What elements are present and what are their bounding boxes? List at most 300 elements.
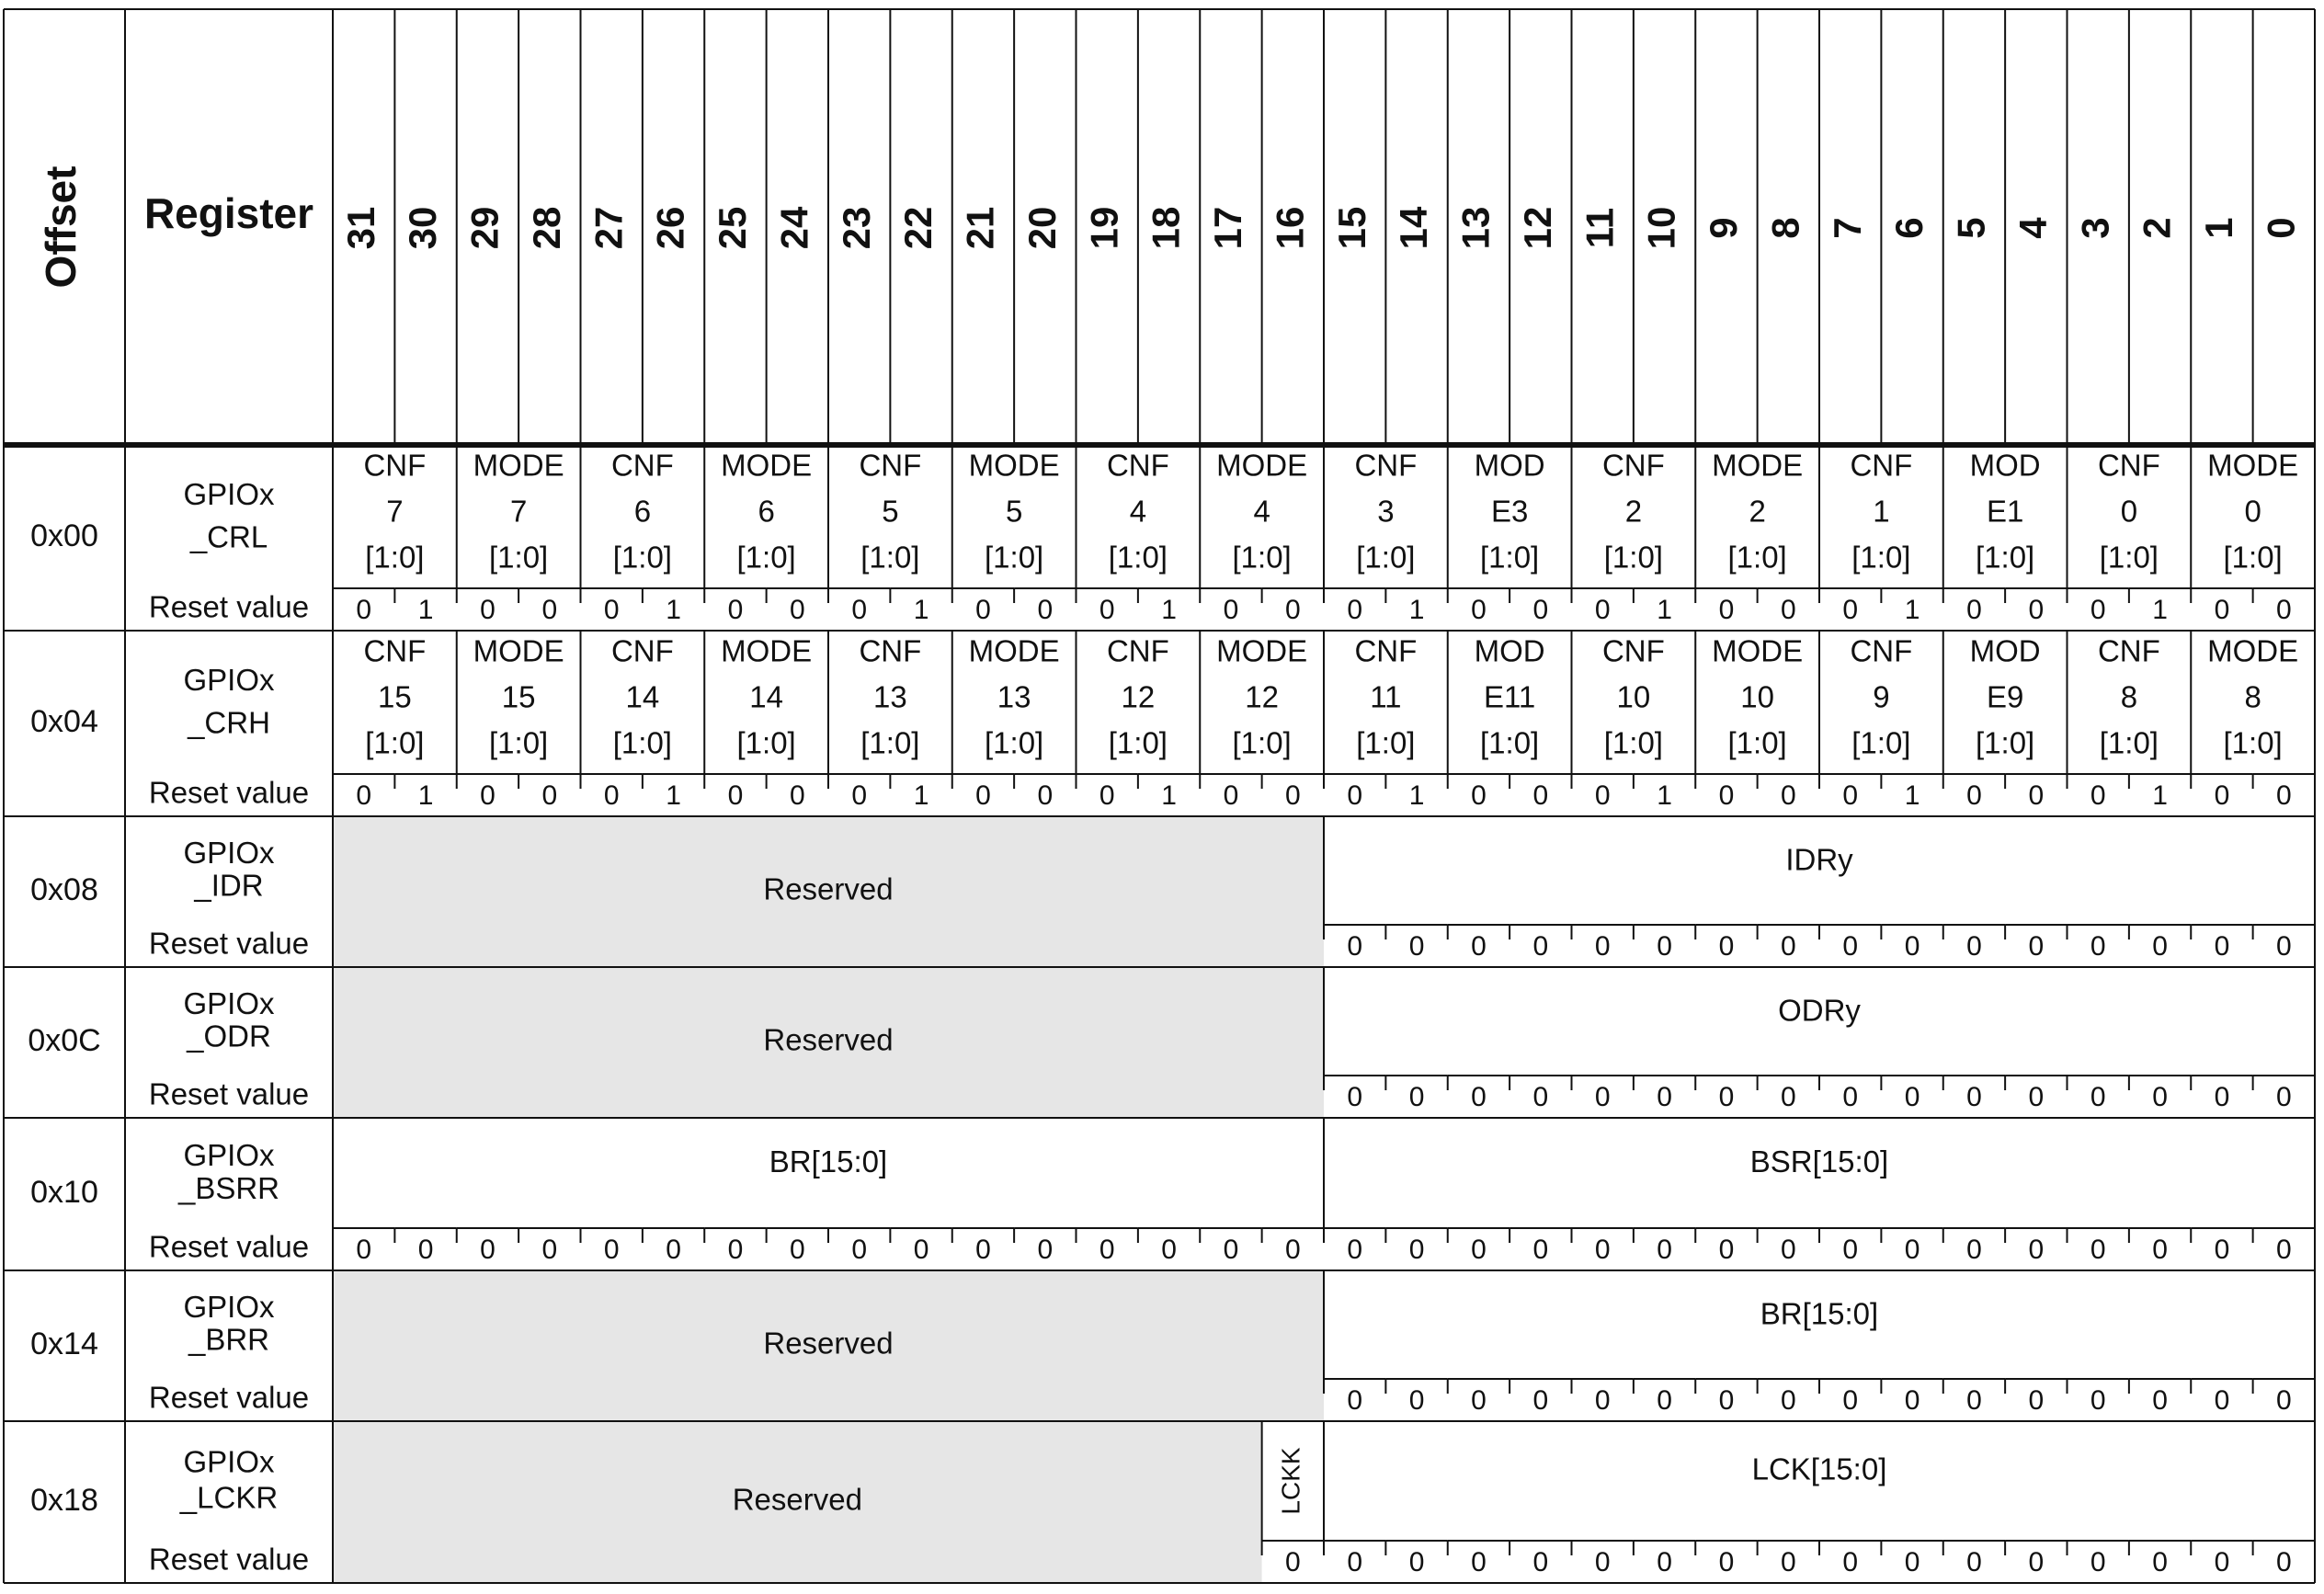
bit-number-30: 30 [401, 206, 445, 250]
bit-number-22: 22 [896, 206, 940, 250]
reset-bit: 0 [1718, 1081, 1735, 1112]
field-label: [1:0] [1976, 725, 2035, 760]
field-label: [1:0] [612, 540, 672, 575]
reset-bit: 0 [1037, 594, 1054, 625]
reset-bit: 0 [1471, 780, 1487, 811]
reset-bit: 0 [1594, 594, 1611, 625]
reset-bit: 0 [1284, 780, 1301, 811]
field-label: [1:0] [1108, 540, 1168, 575]
field-label: LCK[15:0] [1751, 1452, 1887, 1486]
register-name: _ODR [187, 1019, 271, 1053]
reset-bit: 0 [1408, 1234, 1425, 1265]
reset-bit: 0 [975, 1234, 991, 1265]
reset-bit: 0 [1532, 930, 1549, 962]
field-label: CNF [1850, 633, 1913, 668]
register-name: _CRL [189, 519, 268, 554]
reset-bit: 0 [1842, 1081, 1859, 1112]
reset-bit: 0 [2152, 930, 2168, 962]
reset-bit: 0 [603, 1234, 620, 1265]
reset-value-label: Reset value [148, 1542, 310, 1577]
field-label: [1:0] [489, 540, 549, 575]
field-label: CNF [1354, 448, 1418, 483]
field-label: [1:0] [1480, 540, 1540, 575]
field-label: 2 [1624, 494, 1643, 529]
field-label: MODE [968, 448, 1060, 483]
field-label: MODE [721, 448, 813, 483]
reset-bit: 0 [1904, 1081, 1920, 1112]
bit-number-28: 28 [524, 206, 568, 250]
offset-value: 0x08 [30, 871, 98, 907]
bit-number-12: 12 [1515, 206, 1559, 250]
reset-bit: 0 [1904, 1234, 1920, 1265]
reset-bit: 0 [541, 594, 558, 625]
reset-bit: 0 [1904, 1546, 1920, 1577]
reset-bit: 0 [1099, 594, 1115, 625]
reset-bit: 0 [1347, 1546, 1363, 1577]
reset-bit: 0 [480, 594, 496, 625]
field-label: 3 [1377, 494, 1395, 529]
reset-bit: 0 [1657, 1384, 1672, 1416]
field-label: CNF [859, 633, 922, 668]
field-label: 11 [1370, 679, 1402, 714]
field-label: E11 [1483, 679, 1536, 714]
reset-bit: 0 [2275, 1234, 2292, 1265]
field-label: CNF [610, 633, 674, 668]
field-label: [1:0] [2099, 725, 2159, 760]
field-label: [1:0] [1603, 725, 1663, 760]
field-label: CNF [2097, 448, 2160, 483]
reset-bit: 0 [1408, 1384, 1425, 1416]
bit-number-15: 15 [1329, 206, 1373, 250]
reset-bit: 0 [1471, 1234, 1487, 1265]
field-label: CNF [859, 448, 922, 483]
reset-bit: 1 [666, 594, 681, 625]
reset-bit: 1 [913, 594, 929, 625]
reset-bit: 0 [2028, 594, 2045, 625]
field-label: [1:0] [612, 725, 672, 760]
reset-bit: 0 [1966, 930, 1982, 962]
reset-bit: 0 [1594, 930, 1611, 962]
field-label: MOD [1969, 633, 2041, 668]
reset-bit: 0 [1718, 780, 1735, 811]
field-label: [1:0] [1356, 725, 1416, 760]
reset-bit: 0 [1594, 780, 1611, 811]
field-label: MODE [473, 448, 564, 483]
field-label: MODE [1216, 448, 1308, 483]
reset-bit: 0 [1966, 594, 1982, 625]
reset-bit: 0 [2090, 1546, 2106, 1577]
field-label: MODE [2207, 633, 2299, 668]
reset-bit: 0 [2214, 780, 2230, 811]
field-label: CNF [363, 633, 427, 668]
offset-value: 0x00 [30, 518, 98, 553]
bit-number-19: 19 [1082, 206, 1126, 250]
reset-bit: 0 [2275, 594, 2292, 625]
bit-number-1: 1 [2197, 217, 2241, 239]
reset-bit: 0 [851, 780, 868, 811]
reset-bit: 0 [1780, 1081, 1796, 1112]
reset-bit: 0 [2152, 1384, 2168, 1416]
reset-bit: 0 [480, 780, 496, 811]
offset-value: 0x18 [30, 1482, 98, 1518]
reset-bit: 0 [1904, 930, 1920, 962]
field-label: BR[15:0] [1760, 1296, 1879, 1331]
field-label: 0 [2120, 494, 2138, 529]
field-label: [1:0] [489, 725, 549, 760]
reset-bit: 0 [417, 1234, 434, 1265]
field-label: E9 [1986, 679, 2024, 714]
reset-bit: 0 [1718, 1384, 1735, 1416]
reset-bit: 0 [1780, 780, 1796, 811]
register-name: _BSRR [177, 1170, 280, 1205]
reset-bit: 0 [480, 1234, 496, 1265]
reset-bit: 0 [2090, 1234, 2106, 1265]
field-label: CNF [363, 448, 427, 483]
reset-bit: 0 [2028, 1081, 2045, 1112]
reset-bit: 0 [2214, 930, 2230, 962]
reset-bit: 0 [603, 780, 620, 811]
reset-bit: 1 [1904, 780, 1920, 811]
reset-bit: 0 [1594, 1546, 1611, 1577]
field-label: [1:0] [365, 540, 425, 575]
reset-value-label: Reset value [148, 775, 310, 810]
reserved-label: Reserved [763, 1022, 894, 1057]
field-label: [1:0] [1976, 540, 2035, 575]
reset-bit: 1 [1657, 780, 1672, 811]
reset-bit: 0 [1966, 1234, 1982, 1265]
reset-bit: 0 [1657, 930, 1672, 962]
reset-bit: 0 [1966, 1081, 1982, 1112]
reset-bit: 0 [1842, 1546, 1859, 1577]
bit-number-7: 7 [1825, 217, 1869, 239]
bit-number-25: 25 [711, 206, 755, 250]
reset-bit: 0 [1966, 1546, 1982, 1577]
field-label: 14 [749, 679, 783, 714]
reset-bit: 0 [1408, 1081, 1425, 1112]
reset-bit: 0 [1842, 1234, 1859, 1265]
register-name: _CRH [188, 705, 270, 740]
reset-bit: 0 [1532, 1234, 1549, 1265]
reset-bit: 0 [1408, 930, 1425, 962]
reset-bit: 0 [913, 1234, 929, 1265]
field-label: MODE [1712, 633, 1804, 668]
reset-bit: 1 [1161, 780, 1177, 811]
field-label: MODE [968, 633, 1060, 668]
reset-bit: 0 [1037, 1234, 1054, 1265]
field-label: [1:0] [985, 725, 1044, 760]
reset-bit: 0 [1532, 780, 1549, 811]
field-label: E3 [1490, 494, 1529, 529]
field-label: 1 [1873, 494, 1890, 529]
field-label: [1:0] [860, 725, 920, 760]
field-label: CNF [610, 448, 674, 483]
field-label: CNF [1601, 448, 1665, 483]
field-label: 6 [633, 494, 652, 529]
bit-number-11: 11 [1578, 207, 1622, 249]
field-label: 13 [997, 679, 1031, 714]
reset-bit: 1 [1408, 594, 1425, 625]
reset-bit: 0 [1532, 1546, 1549, 1577]
reset-bit: 0 [1842, 1384, 1859, 1416]
reset-bit: 0 [541, 780, 558, 811]
field-label: [1:0] [736, 725, 796, 760]
field-label: 2 [1749, 494, 1766, 529]
field-label: IDRy [1785, 842, 1853, 877]
reset-bit: 1 [1657, 594, 1672, 625]
reset-bit: 0 [1223, 594, 1239, 625]
reset-bit: 0 [2028, 1546, 2045, 1577]
bit-number-29: 29 [462, 206, 507, 250]
bit-number-4: 4 [2011, 217, 2055, 239]
reset-bit: 1 [1904, 594, 1920, 625]
field-label: BR[15:0] [769, 1144, 888, 1179]
field-label: 10 [1616, 679, 1651, 714]
reset-bit: 1 [2152, 780, 2168, 811]
reset-bit: 0 [541, 1234, 558, 1265]
reset-bit: 0 [1471, 1546, 1487, 1577]
field-label: [1:0] [1851, 540, 1911, 575]
field-label: [1:0] [1232, 725, 1292, 760]
bit-number-18: 18 [1144, 206, 1188, 250]
reset-bit: 0 [1718, 930, 1735, 962]
reset-bit: 1 [666, 780, 681, 811]
field-label: LCKK [1276, 1447, 1305, 1515]
offset-value: 0x04 [30, 703, 98, 739]
reset-bit: 0 [851, 1234, 868, 1265]
reset-bit: 0 [975, 594, 991, 625]
reset-bit: 0 [2152, 1081, 2168, 1112]
reset-bit: 0 [1532, 594, 1549, 625]
reset-bit: 0 [1780, 594, 1796, 625]
reset-bit: 0 [789, 1234, 805, 1265]
bit-number-24: 24 [772, 206, 816, 250]
bit-number-5: 5 [1949, 217, 1993, 239]
field-label: [1:0] [1108, 725, 1168, 760]
register-name: _LCKR [179, 1480, 279, 1515]
field-label: CNF [1601, 633, 1665, 668]
register-name: _BRR [188, 1322, 270, 1357]
offset-header: Offset [37, 165, 85, 289]
field-label: MODE [1216, 633, 1308, 668]
reset-bit: 0 [1842, 930, 1859, 962]
reset-bit: 0 [1471, 1384, 1487, 1416]
reset-bit: 0 [1347, 594, 1363, 625]
bit-number-9: 9 [1702, 217, 1746, 239]
reset-bit: 0 [2214, 1081, 2230, 1112]
reset-bit: 0 [1037, 780, 1054, 811]
field-label: CNF [1106, 633, 1169, 668]
field-label: [1:0] [1356, 540, 1416, 575]
reset-bit: 0 [727, 780, 744, 811]
reset-bit: 0 [851, 594, 868, 625]
reset-bit: 0 [1223, 780, 1239, 811]
reset-bit: 0 [2214, 1384, 2230, 1416]
register-name: GPIOx [183, 662, 275, 697]
reset-bit: 0 [1842, 594, 1859, 625]
bit-number-17: 17 [1206, 206, 1250, 250]
field-label: CNF [2097, 633, 2160, 668]
reset-bit: 0 [1099, 780, 1115, 811]
field-label: CNF [1354, 633, 1418, 668]
field-label: 4 [1253, 494, 1270, 529]
reserved-label: Reserved [763, 1326, 894, 1361]
reset-bit: 0 [1099, 1234, 1115, 1265]
reset-bit: 0 [2090, 1384, 2106, 1416]
bit-number-16: 16 [1268, 206, 1312, 250]
bit-number-23: 23 [834, 206, 878, 250]
field-label: CNF [1850, 448, 1913, 483]
reset-bit: 0 [1594, 1081, 1611, 1112]
reset-bit: 0 [1657, 1081, 1672, 1112]
reset-bit: 0 [356, 594, 372, 625]
field-label: 4 [1129, 494, 1147, 529]
field-label: 9 [1873, 679, 1890, 714]
bit-number-6: 6 [1887, 217, 1931, 239]
field-label: [1:0] [2223, 725, 2283, 760]
register-name: GPIOx [183, 1290, 275, 1325]
field-label: 0 [2244, 494, 2261, 529]
reset-bit: 0 [1223, 1234, 1239, 1265]
reset-bit: 0 [1904, 1384, 1920, 1416]
reset-bit: 0 [1966, 1384, 1982, 1416]
offset-value: 0x10 [30, 1174, 98, 1210]
reset-bit: 0 [1966, 780, 1982, 811]
reset-bit: 0 [1594, 1234, 1611, 1265]
field-label: MOD [1474, 633, 1545, 668]
reset-value-label: Reset value [148, 1229, 310, 1264]
register-name: GPIOx [183, 1137, 275, 1172]
reset-bit: 0 [1657, 1234, 1672, 1265]
reset-bit: 0 [2275, 930, 2292, 962]
reset-bit: 0 [2275, 1546, 2292, 1577]
register-name: GPIOx [183, 476, 275, 511]
reset-bit: 0 [1842, 780, 1859, 811]
reset-bit: 0 [2028, 930, 2045, 962]
reset-bit: 0 [1471, 930, 1487, 962]
reset-bit: 0 [1594, 1384, 1611, 1416]
reset-bit: 0 [1657, 1546, 1672, 1577]
reset-bit: 1 [417, 594, 434, 625]
reset-bit: 0 [975, 780, 991, 811]
reset-bit: 1 [1408, 780, 1425, 811]
reset-bit: 0 [356, 780, 372, 811]
field-label: MODE [1712, 448, 1804, 483]
field-label: MOD [1969, 448, 2041, 483]
reset-bit: 0 [1347, 780, 1363, 811]
register-name: GPIOx [183, 836, 275, 871]
field-label: 12 [1121, 679, 1156, 714]
reset-bit: 0 [1347, 1081, 1363, 1112]
reset-bit: 0 [1284, 594, 1301, 625]
bit-number-0: 0 [2259, 217, 2303, 239]
reset-bit: 0 [2214, 594, 2230, 625]
field-label: 8 [2244, 679, 2261, 714]
reset-bit: 0 [727, 1234, 744, 1265]
reset-bit: 0 [1532, 1384, 1549, 1416]
bit-number-20: 20 [1020, 206, 1064, 250]
bit-number-14: 14 [1392, 206, 1436, 250]
field-label: 7 [509, 494, 528, 529]
reset-bit: 0 [1408, 1546, 1425, 1577]
field-label: MODE [473, 633, 564, 668]
reset-bit: 0 [1471, 594, 1487, 625]
bit-number-26: 26 [648, 206, 692, 250]
reset-bit: 1 [913, 780, 929, 811]
reset-bit: 0 [2090, 1081, 2106, 1112]
register-name: GPIOx [183, 986, 275, 1021]
field-label: MODE [2207, 448, 2299, 483]
bit-number-2: 2 [2135, 217, 2179, 239]
offset-value: 0x14 [30, 1326, 98, 1361]
field-label: 13 [873, 679, 907, 714]
reset-value-label: Reset value [148, 589, 310, 624]
reset-bit: 0 [2028, 780, 2045, 811]
bit-number-27: 27 [587, 206, 631, 250]
bit-number-10: 10 [1639, 206, 1683, 250]
bit-number-21: 21 [958, 206, 1002, 250]
reset-bit: 0 [356, 1234, 372, 1265]
bit-number-31: 31 [338, 206, 382, 250]
reset-bit: 0 [1718, 594, 1735, 625]
reset-value-label: Reset value [148, 1380, 310, 1415]
reset-value-label: Reset value [148, 926, 310, 961]
field-label: [1:0] [1603, 540, 1663, 575]
reset-bit: 0 [2214, 1546, 2230, 1577]
field-label: ODRy [1778, 993, 1861, 1028]
reset-bit: 1 [1161, 594, 1177, 625]
reset-bit: 0 [1347, 1234, 1363, 1265]
reset-bit: 0 [2152, 1546, 2168, 1577]
field-label: MOD [1474, 448, 1545, 483]
field-label: 6 [758, 494, 775, 529]
reset-value-label: Reset value [148, 1076, 310, 1111]
reset-bit: 0 [1161, 1234, 1177, 1265]
field-label: [1:0] [860, 540, 920, 575]
reset-bit: 0 [1471, 1081, 1487, 1112]
register-name: _IDR [194, 868, 264, 903]
field-label: 5 [882, 494, 899, 529]
reset-bit: 0 [2275, 780, 2292, 811]
reserved-label: Reserved [763, 871, 894, 906]
bit-number-13: 13 [1453, 206, 1498, 250]
reset-bit: 0 [666, 1234, 681, 1265]
register-header: Register [143, 189, 314, 238]
field-label: [1:0] [1851, 725, 1911, 760]
reserved-label: Reserved [732, 1482, 862, 1517]
field-label: CNF [1106, 448, 1169, 483]
reset-bit: 0 [2028, 1234, 2045, 1265]
field-label: 5 [1005, 494, 1023, 529]
reset-bit: 0 [2028, 1384, 2045, 1416]
field-label: [1:0] [2223, 540, 2283, 575]
field-label: 15 [501, 679, 536, 714]
field-label: [1:0] [1727, 725, 1787, 760]
field-label: 15 [378, 679, 412, 714]
reset-bit: 0 [2275, 1384, 2292, 1416]
field-label: [1:0] [736, 540, 796, 575]
reset-bit: 0 [1718, 1234, 1735, 1265]
reset-bit: 0 [727, 594, 744, 625]
reset-bit: 0 [1284, 1546, 1301, 1577]
field-label: 12 [1245, 679, 1279, 714]
reset-bit: 0 [1780, 1234, 1796, 1265]
reset-bit: 1 [417, 780, 434, 811]
field-label: 10 [1740, 679, 1774, 714]
reset-bit: 0 [2090, 780, 2106, 811]
field-label: [1:0] [1480, 725, 1540, 760]
reset-bit: 0 [2152, 1234, 2168, 1265]
reset-bit: 0 [789, 594, 805, 625]
